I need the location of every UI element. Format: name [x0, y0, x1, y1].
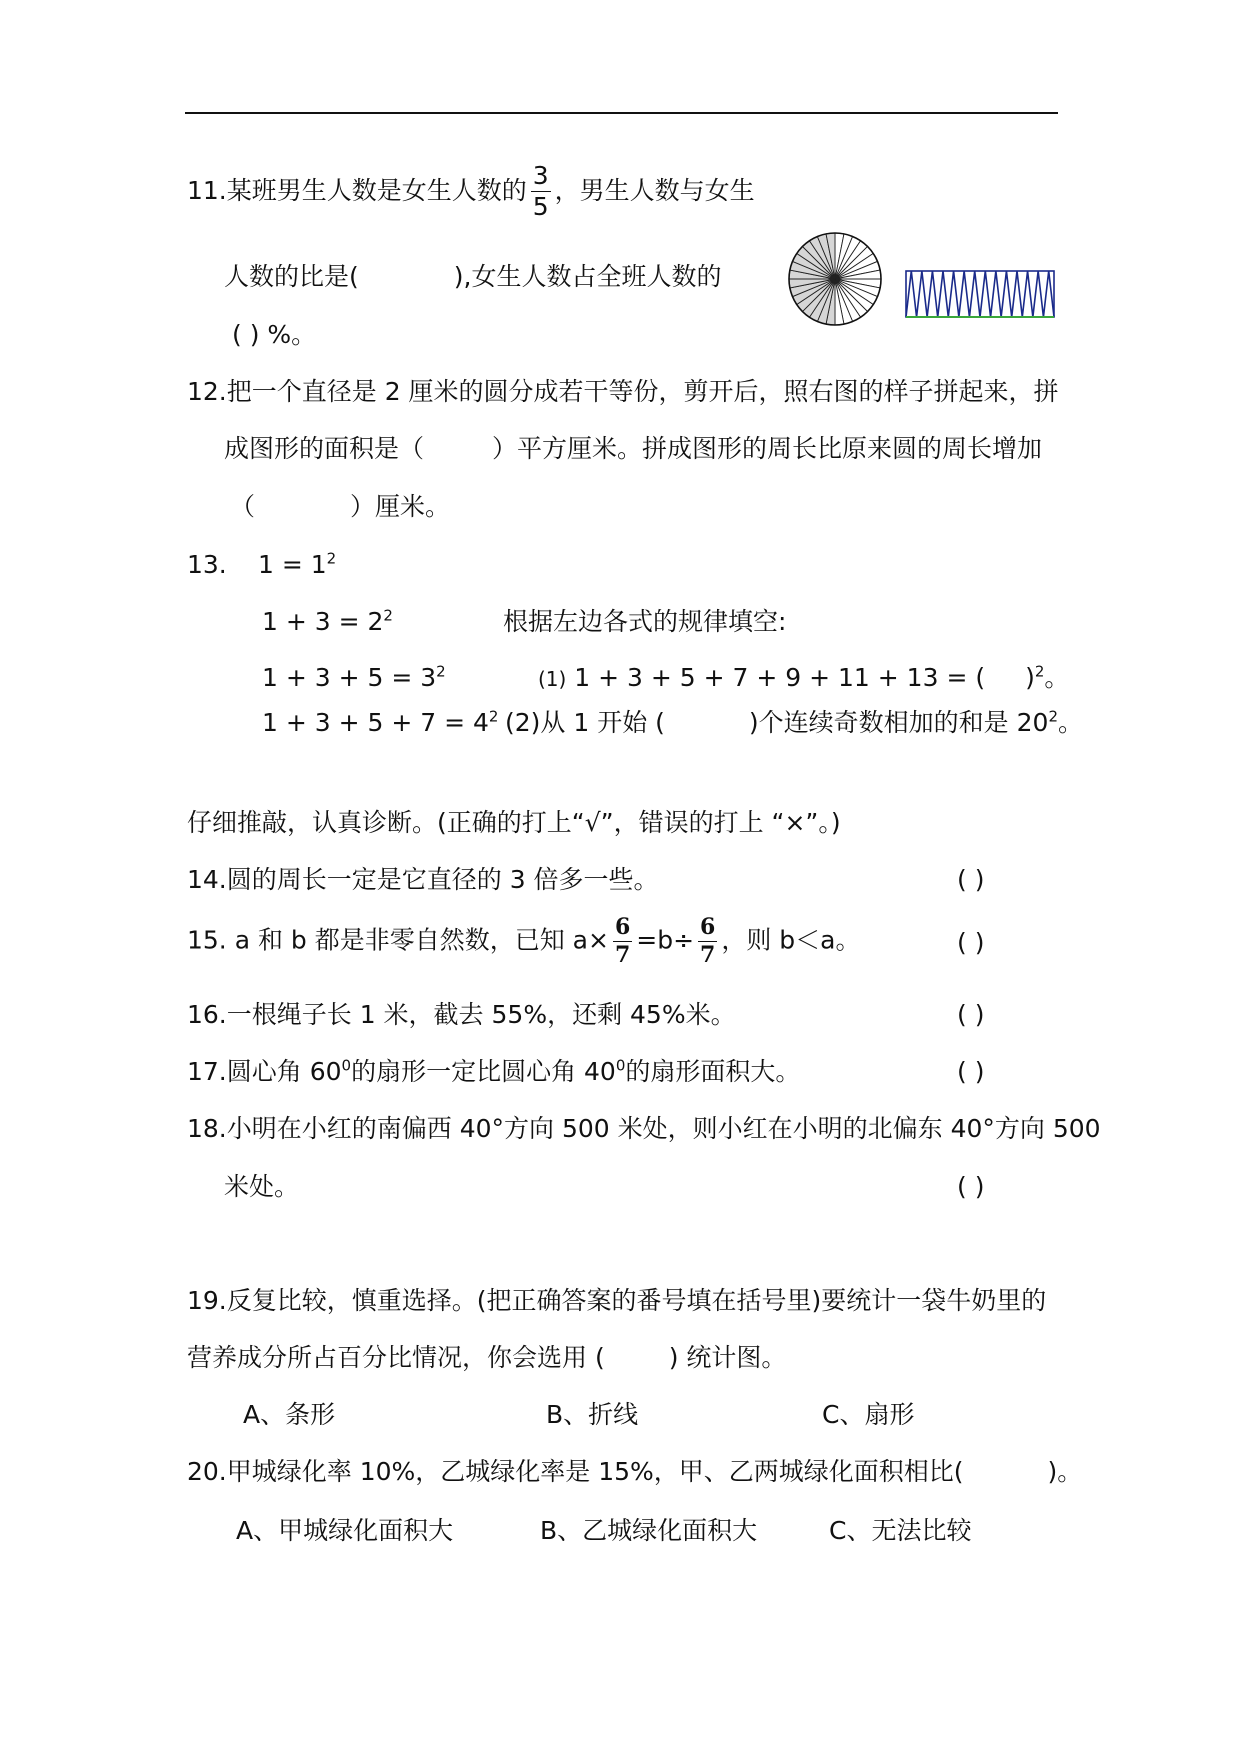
q13-sub1-tail: 。 [1044, 663, 1070, 692]
q19-line2-b: ) 统计图。 [668, 1343, 787, 1372]
q17-answer-paren: ( ) [957, 1057, 985, 1086]
q15-text-mid: =b÷ [636, 925, 695, 955]
q15-frac2-den: 7 [700, 942, 716, 969]
q13-eq4-text: 1 + 3 + 5 + 7 = 4 [262, 708, 489, 737]
q15-frac2-num: 6 [698, 916, 717, 942]
q12-line2-a: 成图形的面积是（ [224, 434, 425, 463]
q11-text-a: 11.某班男生人数是女生人数的 [187, 175, 527, 205]
q18-line2: 米处。 [224, 1172, 300, 1201]
q11-text-b: ，男生人数与女生 [554, 175, 755, 205]
q15-text [187, 916, 860, 967]
q13-sub2-a: (2)从 1 开始 ( [505, 708, 665, 737]
q15-text-a: 15. a 和 b 都是非零自然数，已知 a× [187, 925, 609, 955]
q13-sub1-label: (1) [538, 667, 567, 691]
q20-option-c: C、无法比较 [829, 1516, 972, 1545]
q13-eq3-text: 1 + 3 + 5 = 3 [262, 663, 437, 692]
q13-sub2-exp: 2 [1048, 707, 1058, 726]
q15-fraction-2 [698, 916, 717, 967]
q11-line3: ( ) %。 [232, 320, 317, 349]
q18-answer-paren: ( ) [957, 1172, 985, 1201]
q13-sub1-close: ) [1025, 663, 1035, 692]
zigzag-sectors [906, 271, 1054, 317]
rearranged-parallelogram-figure [904, 268, 1056, 320]
q17-text-a: 17.圆心角 60 [187, 1057, 342, 1086]
judge-heading: 仔细推敲，认真诊断。(正确的打上“√”，错误的打上 “×”。) [187, 808, 841, 837]
q15-frac1-den: 7 [614, 942, 631, 969]
q13-eq3 [262, 662, 446, 692]
q19-line2 [187, 1345, 786, 1370]
q13-eq3-exp: 2 [436, 662, 446, 681]
q13-eq4-exp: 2 [488, 707, 499, 726]
q17-deg-1: 0 [341, 1056, 352, 1075]
q11-line2 [224, 264, 721, 289]
q16-text: 16.一根绳子长 1 米，截去 55%，还剩 45%米。 [187, 1000, 736, 1029]
q13-sub2 [505, 707, 1083, 737]
q13-eq1-text: 1 = 1 [258, 550, 327, 579]
q15-text-b: ，则 b＜a。 [721, 925, 861, 955]
q13-eq2-text: 1 + 3 = 2 [262, 607, 384, 636]
q20-text [187, 1459, 1082, 1484]
q13-eq2-exp: 2 [383, 606, 393, 625]
q11-line2-a: 人数的比是( [224, 262, 359, 291]
q12-line3 [230, 494, 450, 519]
q20-text-a: 20.甲城绿化率 10%，乙城绿化率是 15%，甲、乙两城绿化面积相比( [187, 1457, 964, 1486]
q17-text-b: 的扇形一定比圆心角 40 [351, 1057, 616, 1086]
q12-line3-a: （ [230, 492, 256, 521]
q13-eq1-exp: 2 [326, 549, 337, 568]
q17-text [187, 1056, 801, 1086]
q14-text: 14.圆的周长一定是它直径的 3 倍多一些。 [187, 865, 659, 894]
q20-text-b: )。 [1047, 1457, 1083, 1486]
q13-number: 13. [187, 550, 227, 579]
q13-instruction: 根据左边各式的规律填空: [503, 607, 787, 636]
q19-line2-a: 营养成分所占百分比情况，你会选用 ( [187, 1343, 605, 1372]
q20-option-a: A、甲城绿化面积大 [236, 1516, 454, 1545]
sector-circle-figure [786, 230, 884, 328]
q14-answer-paren: ( ) [957, 865, 985, 894]
q11-line2-b: ),女生人数占全班人数的 [453, 262, 722, 291]
q11-frac-num: 3 [531, 163, 551, 192]
q13-sub1 [538, 662, 1070, 692]
q13-eq1 [258, 549, 337, 579]
q19-line1: 19.反复比较，慎重选择。(把正确答案的番号填在括号里)要统计一袋牛奶里的 [187, 1286, 1047, 1315]
q19-option-a: A、条形 [243, 1400, 336, 1429]
q11-fraction [531, 163, 551, 221]
q13-sub1-exp: 2 [1034, 662, 1045, 681]
q13-sub2-tail: 。 [1057, 708, 1083, 737]
q12-line2 [224, 436, 1042, 461]
q12-line1: 12.把一个直径是 2 厘米的圆分成若干等份，剪开后，照右图的样子拼起来，拼 [187, 377, 1059, 406]
q13-eq2 [262, 606, 393, 636]
q20-option-b: B、乙城绿化面积大 [540, 1516, 758, 1545]
q13-sub2-b: )个连续奇数相加的和是 20 [748, 708, 1049, 737]
q12-line2-b: ）平方厘米。拼成图形的周长比原来圆的周长增加 [492, 434, 1043, 463]
q15-frac1-num: 6 [613, 916, 632, 942]
q15-answer-paren: ( ) [957, 928, 985, 957]
q15-fraction-1 [613, 916, 632, 967]
q16-answer-paren: ( ) [957, 1000, 985, 1029]
q11-frac-den: 5 [532, 192, 549, 222]
q19-option-b: B、折线 [546, 1400, 639, 1429]
q17-text-c: 的扇形面积大。 [625, 1057, 801, 1086]
q18-line1: 18.小明在小红的南偏西 40°方向 500 米处，则小红在小明的北偏东 40°方向 500 [187, 1114, 1101, 1143]
q12-line3-b: ）厘米。 [350, 492, 451, 521]
q11-line1 [187, 163, 755, 221]
q17-deg-2: 0 [615, 1056, 626, 1075]
header-rule [185, 112, 1058, 114]
q19-option-c: C、扇形 [822, 1400, 915, 1429]
q13-eq4 [262, 707, 499, 737]
q13-sub1-text: 1 + 3 + 5 + 7 + 9 + 11 + 13 = ( [574, 663, 986, 692]
